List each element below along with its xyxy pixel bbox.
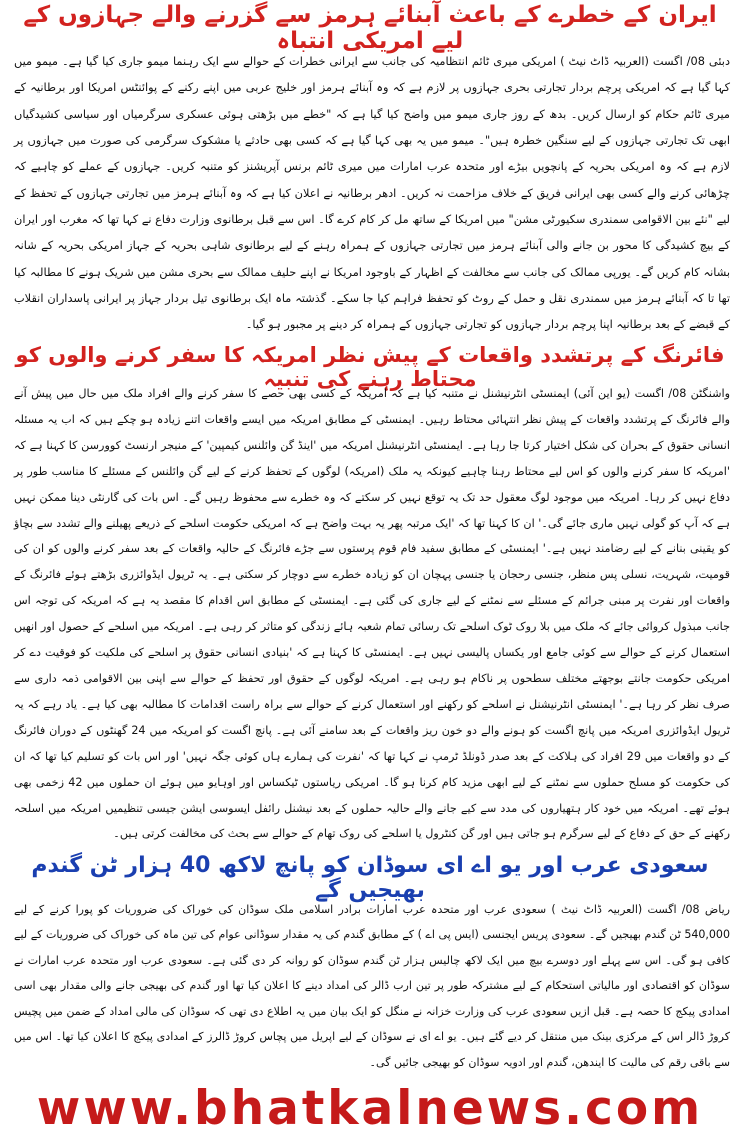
site-url-footer: www.bhatkalnews.com [36,1081,704,1136]
article-2-body: واشنگٹن 08/ اگست (یو این آئی) ایمنسٹی انٹرنیشنل نے متنبہ کیا ہے کہ امریکہ کے کسی بھی حصے کا سفر کرنے والے افراد ملک میں حال میں پیش آنے والے فائرنگ کے پرتشدد واقعات کے پیش نظر انتہائی محتاط رہیں۔ ایمنسٹی کے مطابق امریکہ میں ایسے واقعات اتنے زیادہ ہو چکے ہیں کہ اب یہ مسئلہ انسانی حقوق کے بحران کی شکل اختیار کرتا جا رہا ہے۔ ایمنسٹی انٹرنیشنل امریکہ میں 'اینڈ گن وائلنس کیمپین' کے منیجر ارنسٹ کوورسن کا کہنا ہے کہ 'امریکہ کا سفر کرنے والوں کو اس لیے محتاط رہنا چاہیے کیونکہ یہ ملک (امریکہ) لوگوں کے تحفظ کرنے کے لیے گن وائلنس کے مسئلے کا مناسب طور پر دفاع نہیں کر رہا۔ امریکہ میں موجود لوگ معقول حد تک یہ توقع نہیں کر سکتے کہ وہ خطرے سے محفوظ رہیں گے۔ اس بات کی گارنٹی دینا ممکن نہیں ہے کہ آپ کو گولی نہیں ماری جائے گی۔' ان کا کہنا تھا کہ 'ایک مرتبہ پھر یہ بہت واضح ہے کہ امریکی حکومت اسلحے کے ذریعے پھیلنے والے تشدد سے بچاؤ کو یقینی بنانے کے لیے رضامند نہیں ہے۔' ایمنسٹی کے مطابق سفید فام قوم پرستوں سے جڑے فائرنگ کے حالیہ واقعات کے بعد سفر کرنے والوں کو ان کی قومیت، شہریت، نسلی پس منظر، جنسی رحجان یا جنسی پہچان ان کو زیادہ خطرے سے دوچار کر سکتی ہے۔ یہ ٹریول ایڈوائزری بڑھتے ہوئے فائرنگ کے واقعات اور نفرت پر مبنی جرائم کے مسئلے سے نمٹنے کے لیے جاری کی گئی ہے۔ ایمنسٹی کے مطابق اس اقدام کا مقصد یہ ہے کہ امریکہ کی توجہ اس جانب مبذول کروائی جائے کہ ملک میں بلا روک ٹوک اسلحے تک رسائی تمام شعبہ ہائے زندگی کو متاثر کر رہی ہے۔ امریکہ میں اسلحے کے حصول اور انھیں استعمال کرنے کے حوالے سے کوئی جامع اور یکساں پالیسی نہیں ہے۔ ایمنسٹی کا کہنا ہے کہ 'بنیادی انسانی حقوق پر اسلحے کی ملکیت کو فوقیت دے کر امریکی حکومت جانتے بوجھتے مختلف سطحوں پر ناکام ہو رہی ہے۔ امریکہ لوگوں کے حقوق اور تحفظ کے حوالے سے اپنی بین الاقوامی ذمہ داری سے صرف نظر کر رہا ہے۔' ایمنسٹی انٹرنیشنل نے اسلحے کو رکھنے اور استعمال کرنے کے حوالے سے براہ راست اقدامات کا مطالبہ بھی کیا ہے۔ یاد رہے کہ یہ ٹریول ایڈوائزری امریکہ میں پانچ اگست کو ہونے والے دو خون ریز واقعات کے بعد سامنے آئی ہے۔ پانچ اگست کو امریکہ میں 24 گھنٹوں کے دوران فائرنگ کے دو واقعات میں 29 افراد کی ہلاکت کے بعد صدر ڈونلڈ ٹرمپ نے کہا تھا کہ 'نفرت کی ہمارے ہاں کوئی جگہ نہیں' اور اس بات کو تسلیم کیا تھا کہ ان کی حکومت کو مسلح حملوں سے نمٹنے کے لیے ابھی مزید کام کرنا ہو گا۔ امریکی ریاستوں ٹیکساس اور اوہایو میں ہوئے ان حملوں میں 42 زخمی بھی ہوئے تھے۔ امریکہ میں خود کار ہتھیاروں کی مدد سے کیے جانے والے حالیہ حملوں کے بعد نیشنل رائفل ایسوسی ایشن جیسی تنظیمیں امریکہ میں اسلحہ رکھنے کے حق کے دفاع کے لیے سرگرم ہو جاتی ہیں اور گن کنٹرول یا اسلحے کی روک تھام کے حوالے سے بحث کی مخالفت کرتی ہیں۔ [14,387,731,841]
article-2-headline: فائرنگ کے پرتشدد واقعات کے پیش نظر امریکہ کا سفر کرنے والوں کو محتاط رہنے کی تنبیہ [15,343,725,392]
article-3-body: ریاض 08/ اگست (العربیہ ڈاٹ نیٹ ) سعودی عرب اور متحدہ عرب امارات برادر اسلامی ملک سوڈان کی خوراک کی ضروریات کو پورا کرنے کے لیے 540,000 ٹن گندم بھیجیں گے۔ سعودی پریس ایجنسی (ایس پی اے ) کے مطابق گندم کی یہ مقدار سوڈانی عوام کی تین ماہ کی خوراک کی ضروریات کے لیے کافی ہو گی۔ اس سے پہلے اور دوسرے بیچ میں ایک لاکھ چالیس ہزار ٹن گندم سوڈان کو روانہ کر دی گئی ہے۔ سعودی عرب اور متحدہ عرب امارات نے سوڈان کو اقتصادی اور مالیاتی استحکام کے لیے مشترکہ طور پر تین ارب ڈالر کی امداد دینے کا اعلان کیا تھا اور گندم کی بھیجی جانے والی مقدار بھی اسی امدادی پیکج کا حصہ ہے۔ قبل ازیں سعودی عرب کی وزارت خزانہ نے منگل کو ایک بیان میں یہ اطلاع دی تھی کہ سوڈان کی مالی امداد کے ضمن میں پچیس کروڑ ڈالر اس کے مرکزی بینک میں منتقل کر دیے گئے ہیں۔ یو اے ای نے سوڈان کے لیے اپریل میں پچاس کروڑ ڈالرز کے امدادی پیکج کا اعلان کیا تھا۔ اس میں سے باقی رقم کی مالیت کا ایندھن، گندم اور ادویہ سوڈان کو بھیجی جائیں گی۔ [14,903,730,1069]
article-1-headline: ایران کے خطرے کے باعث آبنائے ہرمز سے گزرنے والے جہازوں کے لیے امریکی انتباہ [23,2,717,55]
article-3-headline: سعودی عرب اور یو اے ای سوڈان کو پانچ لاکھ 40 ہزار ٹن گندم بھیجیں گے [31,853,709,904]
article-1-body: دبئی 08/ اگست (العربیہ ڈاٹ نیٹ ) امریکی میری ٹائم انتظامیہ کی جانب سے ایرانی خطرات کے حوالے سے ایک رہنما میمو جاری کیا گیا ہے۔ میمو میں کہا گیا ہے کہ امریکی پرچم بردار تجارتی بحری جہازوں پر لازم ہے کہ وہ آبنائے ہرمز اور خلیج عربی میں اپنے رکنے کے پوائنٹس امریکا اور برطانیہ کے میری ٹائم حکام کو ارسال کریں۔ بدھ کے روز جاری میمو میں واضح کیا گیا ہے کہ "خطے میں بڑھتی ہوئی عسکری سرگرمیاں اور سیاسی کشیدگیاں ابھی تک تجارتی جہازوں کے لیے سنگین خطرہ ہیں"۔ میمو میں یہ بھی کہا گیا ہے کہ کسی بھی حادثے یا مشکوک سرگرمی کی صورت میں جہازوں پر لازم ہے کہ وہ امریکی بحریہ کے پانچویں بیڑے اور متحدہ عرب امارات میں میری ٹائم برنس آپریشنز کو متنبہ کریں۔ جہازوں کے عملے کو چاہیے کہ چڑھائی کرنے والے کسی بھی ایرانی فریق کے خلاف مزاحمت نہ کریں۔ ادھر برطانیہ نے اعلان کیا ہے کہ وہ آبنائے ہرمز میں تجارتی جہازوں کے تحفظ کے لیے "نئے بین الاقوامی سمندری سکیورٹی مشن" میں امریکا کے ساتھ مل کر کام کرے گا۔ اس سے قبل برطانوی وزارت دفاع نے کہا تھا کہ مغرب اور ایران کے بیچ کشیدگی کا محور بن جانے والی آبنائے ہرمز میں تجارتی جہازوں کے ہمراہ رہنے کے لیے برطانوی شاہی بحریہ کے جہاز امریکی بحریہ کے شانہ بشانہ کام کریں گے۔ یورپی ممالک کی جانب سے مخالفت کے اظہار کے باوجود امریکا نے اپنے حلیف ممالک سے بحری مشن میں شریک ہونے کا مطالبہ کیا تھا تا کہ آبنائے ہرمز میں سمندری نقل و حمل کے روٹ کو تحفظ فراہم کیا جا سکے۔ گذشتہ ماہ ایک برطانوی تیل بردار جہاز پر ایرانی پاسداران انقلاب کے قبضے کے بعد برطانیہ اپنا پرچم بردار جہازوں کو تجارتی جہازوں کے ہمراہ کر دینے پر مجبور ہو گیا۔ [14,54,730,332]
